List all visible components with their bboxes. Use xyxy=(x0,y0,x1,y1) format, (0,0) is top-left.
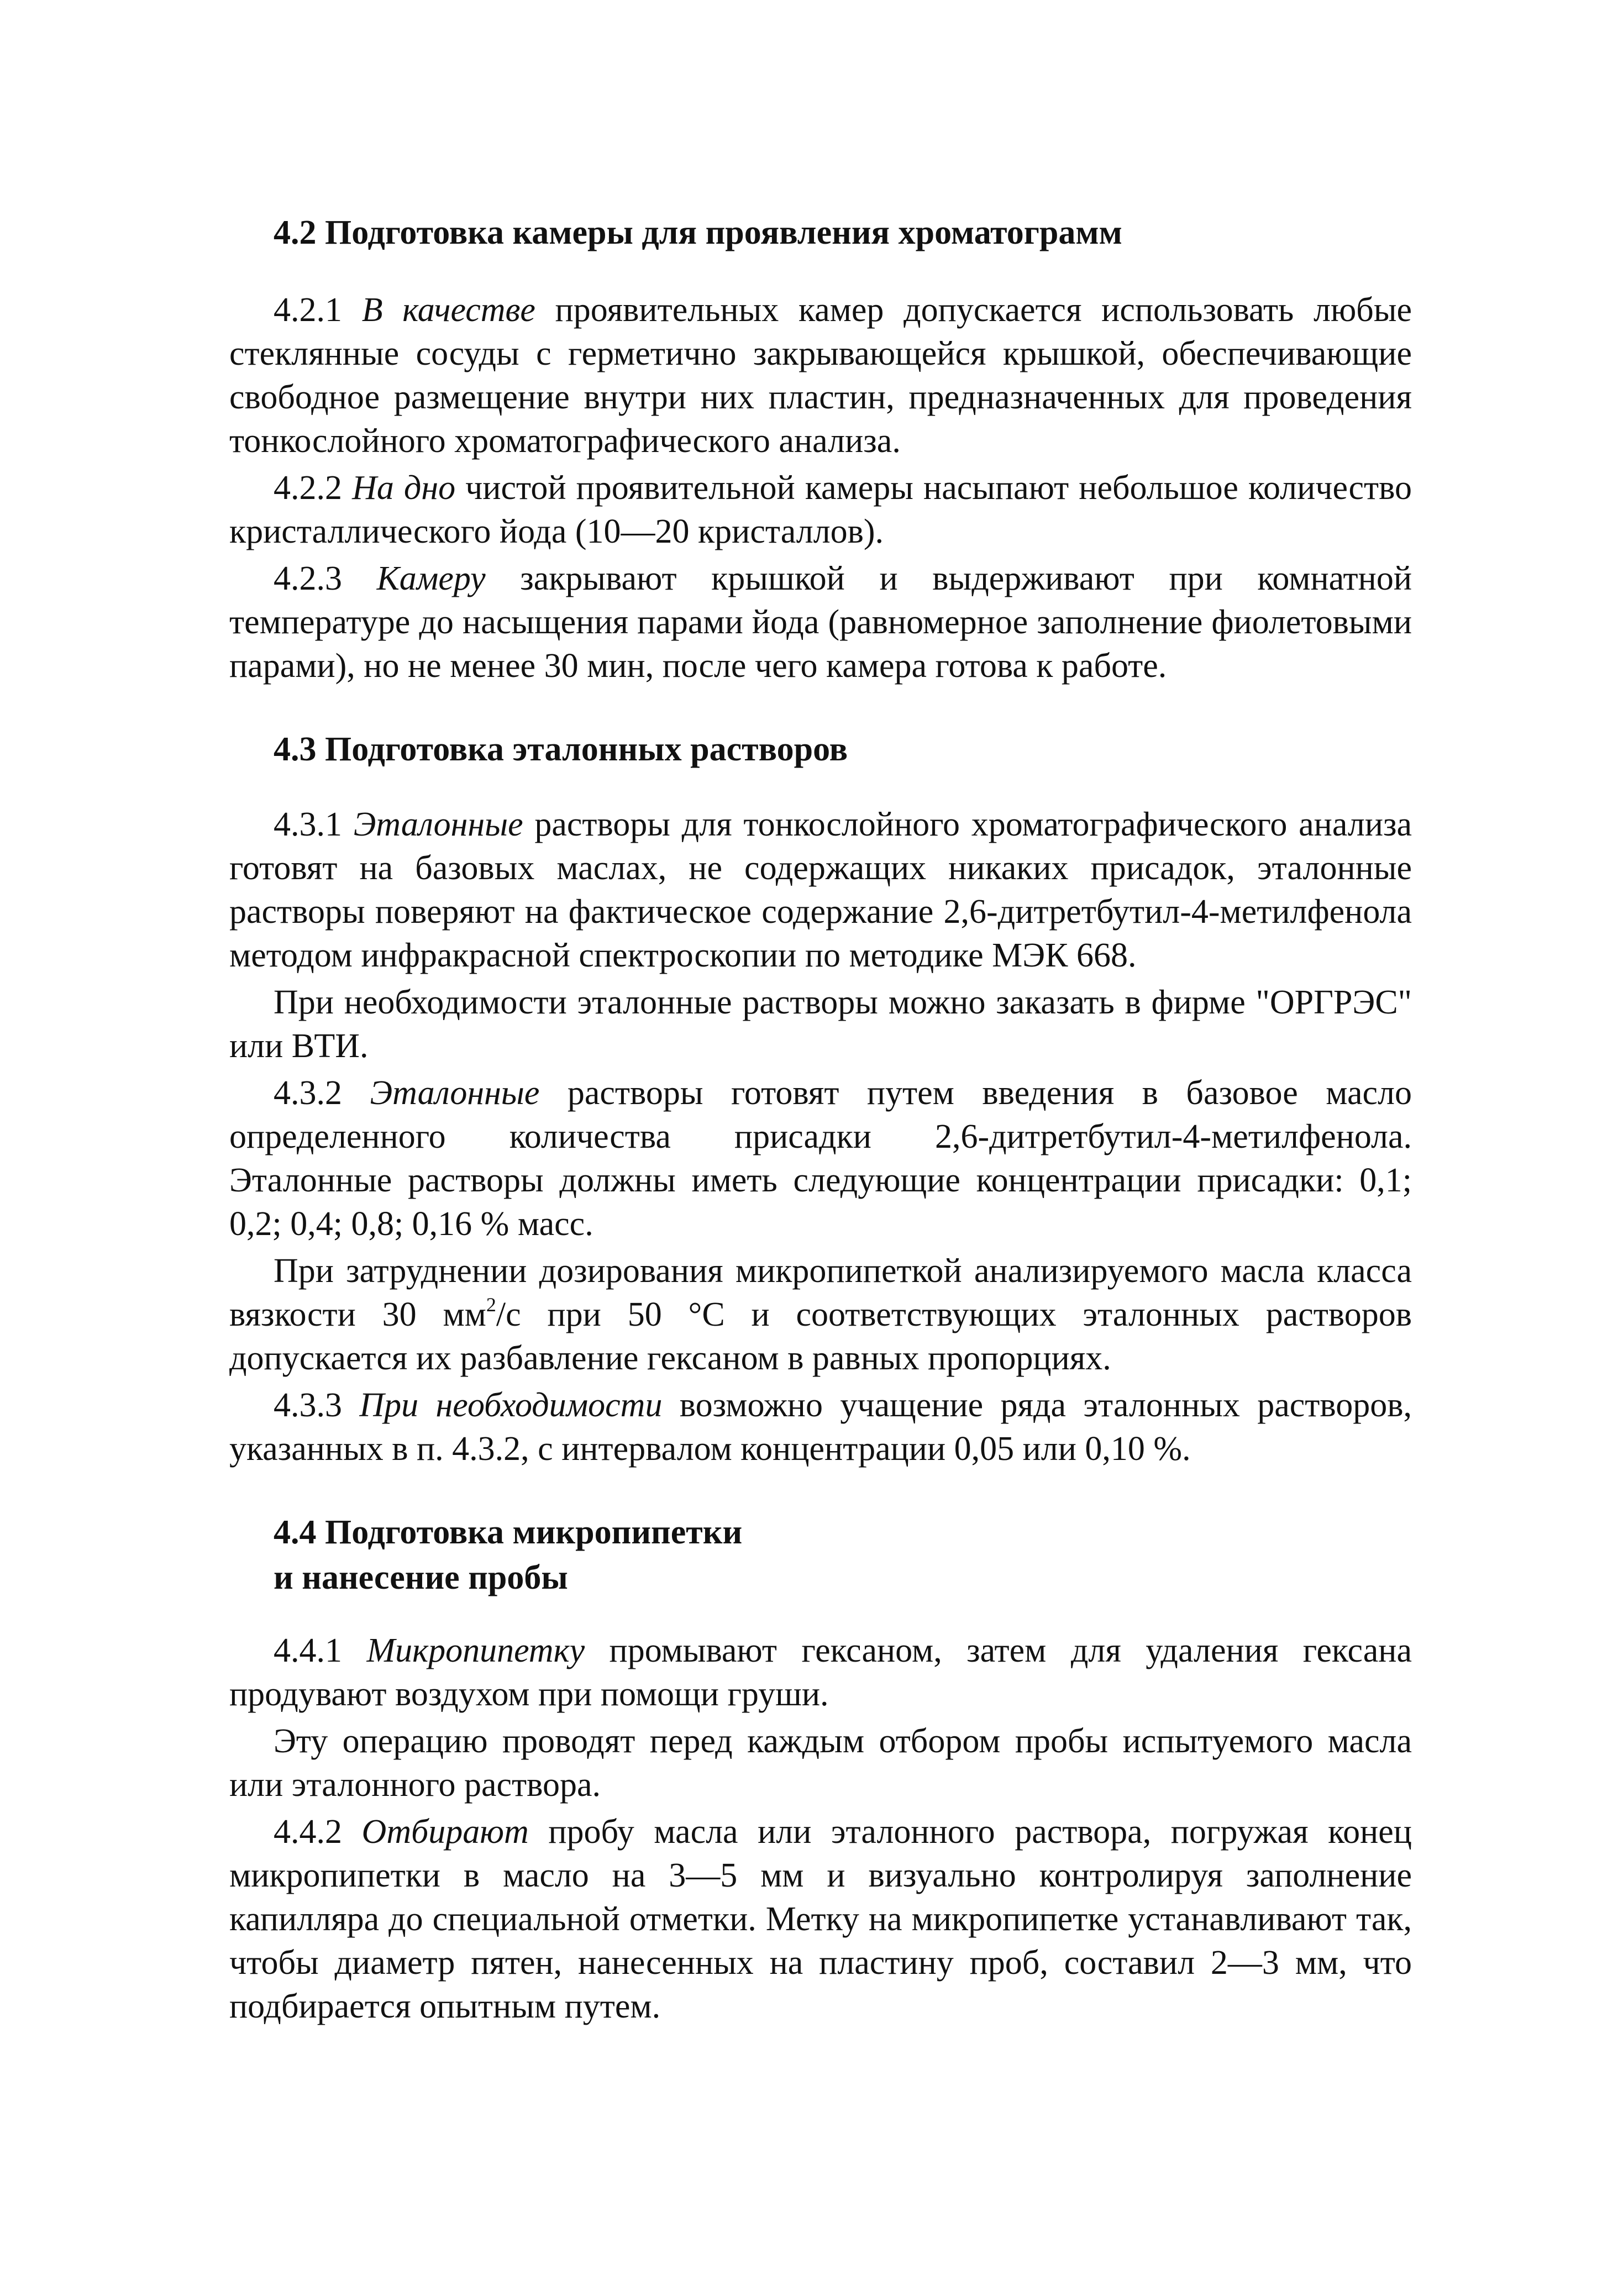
clause-number: 4.3.1 xyxy=(274,806,354,843)
clause-number: 4.2.1 xyxy=(274,291,362,329)
paragraph-4-3-1-note xyxy=(229,981,1412,1068)
paragraph-4-3-1 xyxy=(229,803,1412,978)
clause-text: растворы для тонкослойного хроматографического анализа готовят на базовых маслах, не содержащих никаких присадок, эталонные растворы поверяют на фактическое содержание 2,6-дитретбутил-4-метилфенола методом инфракрасной спектроскопии по методике МЭК 668. xyxy=(229,806,1412,974)
clause-lead: На дно xyxy=(352,469,456,507)
clause-number: 4.2.3 xyxy=(274,560,377,597)
paragraph-4-2-1 xyxy=(229,288,1412,463)
clause-text: чистой проявительной камеры насыпают небольшое количество кристаллического йода (10—20 кристаллов). xyxy=(229,469,1412,550)
clause-number: 4.4.2 xyxy=(274,1813,362,1851)
paragraph-4-2-3 xyxy=(229,557,1412,688)
clause-number: 4.3.3 xyxy=(274,1386,360,1424)
clause-lead: В качестве xyxy=(361,291,535,329)
section-heading-4-4 xyxy=(229,1510,1412,1600)
paragraph-4-3-2-note xyxy=(229,1249,1412,1380)
clause-text: /с при 50 °С и соответствующих эталонных растворов допускается их разбавление гексаном в равных пропорциях. xyxy=(229,1296,1412,1377)
clause-text: возможно учащение ряда эталонных растворов, указанных в п. 4.3.2, с интервалом концентрации 0,05 или 0,10 %. xyxy=(229,1386,1412,1468)
superscript: 2 xyxy=(486,1294,496,1316)
clause-text-before: При затруднении дозирования микропипеткой анализируемого масла класса вязкости 30 мм xyxy=(229,1252,1412,1333)
clause-number: 4.3.2 xyxy=(274,1074,370,1112)
clause-text: При необходимости эталонные растворы можно заказать в фирме "ОРГРЭС" или ВТИ. xyxy=(229,984,1412,1065)
clause-lead: При необходимости xyxy=(359,1386,663,1424)
clause-lead: Камеру xyxy=(376,560,486,597)
clause-lead: Эталонные xyxy=(353,806,523,843)
paragraph-4-4-2 xyxy=(229,1810,1412,2029)
section-heading-4-3: 4.3 Подготовка эталонных растворов xyxy=(274,731,848,768)
section-heading-4-2: 4.2 Подготовка камеры для проявления хроматограмм xyxy=(274,214,1122,251)
heading-line: 4.4 Подготовка микропипетки xyxy=(274,1514,743,1551)
clause-text: проявительных камер допускается использовать любые стеклянные сосуды с герметично закрывающейся крышкой, обеспечивающие свободное размещение внутри них пластин, предназначенных для проведения тонкослойного хроматографического анализа. xyxy=(229,291,1412,460)
clause-text: пробу масла или эталонного раствора, погружая конец микропипетки в масло на 3—5 мм и визуально контролируя заполнение капилляра до специальной отметки. Метку на микропипетке устанавливают так, чтобы диаметр пятен, нанесенных на пластину проб, составил 2—3 мм, что подбирается опытным путем. xyxy=(229,1813,1412,2025)
heading-line: и нанесение пробы xyxy=(274,1559,568,1596)
paragraph-4-4-1-note xyxy=(229,1720,1412,1807)
document-body xyxy=(229,210,1412,2032)
paragraph-4-3-2 xyxy=(229,1071,1412,1246)
paragraph-4-2-2 xyxy=(229,466,1412,554)
clause-number: 4.2.2 xyxy=(274,469,353,507)
clause-number: 4.4.1 xyxy=(274,1632,367,1669)
paragraph-4-4-1 xyxy=(229,1629,1412,1716)
clause-lead: Микропипетку xyxy=(366,1632,585,1669)
clause-text: Эту операцию проводят перед каждым отбором пробы испытуемого масла или эталонного раствора. xyxy=(229,1722,1412,1804)
clause-lead: Отбирают xyxy=(361,1813,529,1851)
clause-text: закрывают крышкой и выдерживают при комнатной температуре до насыщения парами йода (равномерное заполнение фиолетовыми парами), но не менее 30 мин, после чего камера готова к работе. xyxy=(229,560,1412,685)
clause-lead: Эталонные xyxy=(370,1074,540,1112)
paragraph-4-3-3 xyxy=(229,1384,1412,1471)
clause-text: растворы готовят путем введения в базовое масло определенного количества присадки 2,6-дитретбутил-4-метилфенола. Эталонные растворы должны иметь следующие концентрации присадки: 0,1; 0,2; 0,4; 0,8; 0,16 % масс. xyxy=(229,1074,1412,1243)
clause-text: промывают гексаном, затем для удаления гексана продувают воздухом при помощи груши. xyxy=(229,1632,1412,1713)
